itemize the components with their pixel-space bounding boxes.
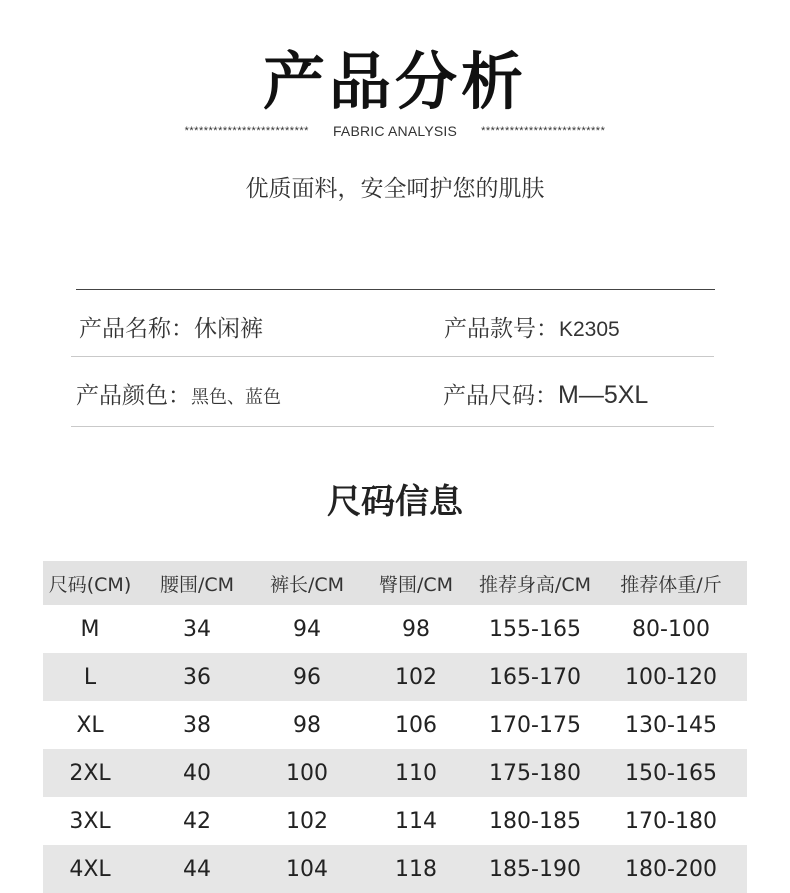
cell-size: 2XL <box>43 749 137 797</box>
product-model <box>444 310 620 343</box>
cell-height: 185-190 <box>475 845 595 893</box>
cell-size: 4XL <box>43 845 137 893</box>
cell-hip: 114 <box>395 808 437 834</box>
product-color-value: 黑色、蓝色 <box>191 387 281 408</box>
stars-left: ************************** <box>184 125 309 137</box>
product-model-value: K2305 <box>559 318 620 341</box>
cell-waist: 38 <box>183 712 211 738</box>
cell-waist: 44 <box>137 845 257 893</box>
col-header-size: 尺码(CM) <box>43 561 137 605</box>
cell-weight: 180-200 <box>595 845 747 893</box>
subtitle: FABRIC ANALYSIS <box>332 123 458 139</box>
table-row <box>43 701 747 749</box>
cell-hip: 98 <box>402 616 430 642</box>
table-row <box>43 605 747 653</box>
col-header-waist: 腰围/CM <box>137 561 257 605</box>
product-size-label: 产品尺码： <box>443 383 558 409</box>
cell-length: 104 <box>257 845 357 893</box>
cell-size: M <box>80 616 100 642</box>
cell-height: 180-185 <box>489 808 581 834</box>
cell-hip: 118 <box>357 845 475 893</box>
size-table-header-row <box>43 561 747 605</box>
cell-weight: 80-100 <box>632 616 710 642</box>
product-size-range <box>443 377 648 410</box>
cell-height: 165-170 <box>475 653 595 701</box>
cell-waist: 36 <box>137 653 257 701</box>
product-name <box>79 310 263 343</box>
cell-height: 175-180 <box>475 749 595 797</box>
product-color <box>76 377 281 410</box>
cell-size: XL <box>76 712 104 738</box>
cell-waist: 40 <box>137 749 257 797</box>
cell-hip: 102 <box>357 653 475 701</box>
cell-length: 98 <box>293 712 321 738</box>
info-bottom-divider <box>71 426 714 427</box>
col-header-height: 推荐身高/CM <box>475 561 595 605</box>
stars-right: ************************** <box>481 125 606 137</box>
product-color-label: 产品颜色： <box>76 383 191 409</box>
cell-weight: 130-145 <box>625 712 717 738</box>
product-model-label: 产品款号： <box>444 316 559 342</box>
cell-height: 170-175 <box>489 712 581 738</box>
col-header-length: 裤长/CM <box>257 561 357 605</box>
size-section-title: 尺码信息 <box>327 482 463 522</box>
table-row <box>43 653 747 701</box>
subtitle-row <box>0 123 790 139</box>
cell-length: 96 <box>257 653 357 701</box>
page-title: 产品分析 <box>262 45 527 118</box>
cell-length: 102 <box>286 808 328 834</box>
cell-weight: 150-165 <box>595 749 747 797</box>
cell-size: L <box>43 653 137 701</box>
cell-waist: 42 <box>183 808 211 834</box>
size-table <box>43 561 747 893</box>
table-row <box>43 797 747 845</box>
col-header-weight: 推荐体重/斤 <box>595 561 747 605</box>
cell-waist: 34 <box>183 616 211 642</box>
cell-length: 94 <box>293 616 321 642</box>
cell-hip: 110 <box>357 749 475 797</box>
info-top-divider <box>76 289 715 290</box>
product-name-value: 休闲裤 <box>194 316 263 342</box>
table-row <box>43 845 747 893</box>
product-name-label: 产品名称： <box>79 316 194 342</box>
tagline: 优质面料，安全呵护您的肌肤 <box>245 176 545 202</box>
cell-weight: 170-180 <box>625 808 717 834</box>
cell-weight: 100-120 <box>595 653 747 701</box>
info-middle-divider <box>71 356 714 357</box>
cell-size: 3XL <box>69 808 111 834</box>
col-header-hip: 臀围/CM <box>357 561 475 605</box>
cell-length: 100 <box>257 749 357 797</box>
product-size-value: M—5XL <box>558 381 649 409</box>
cell-hip: 106 <box>395 712 437 738</box>
table-row <box>43 749 747 797</box>
cell-height: 155-165 <box>489 616 581 642</box>
